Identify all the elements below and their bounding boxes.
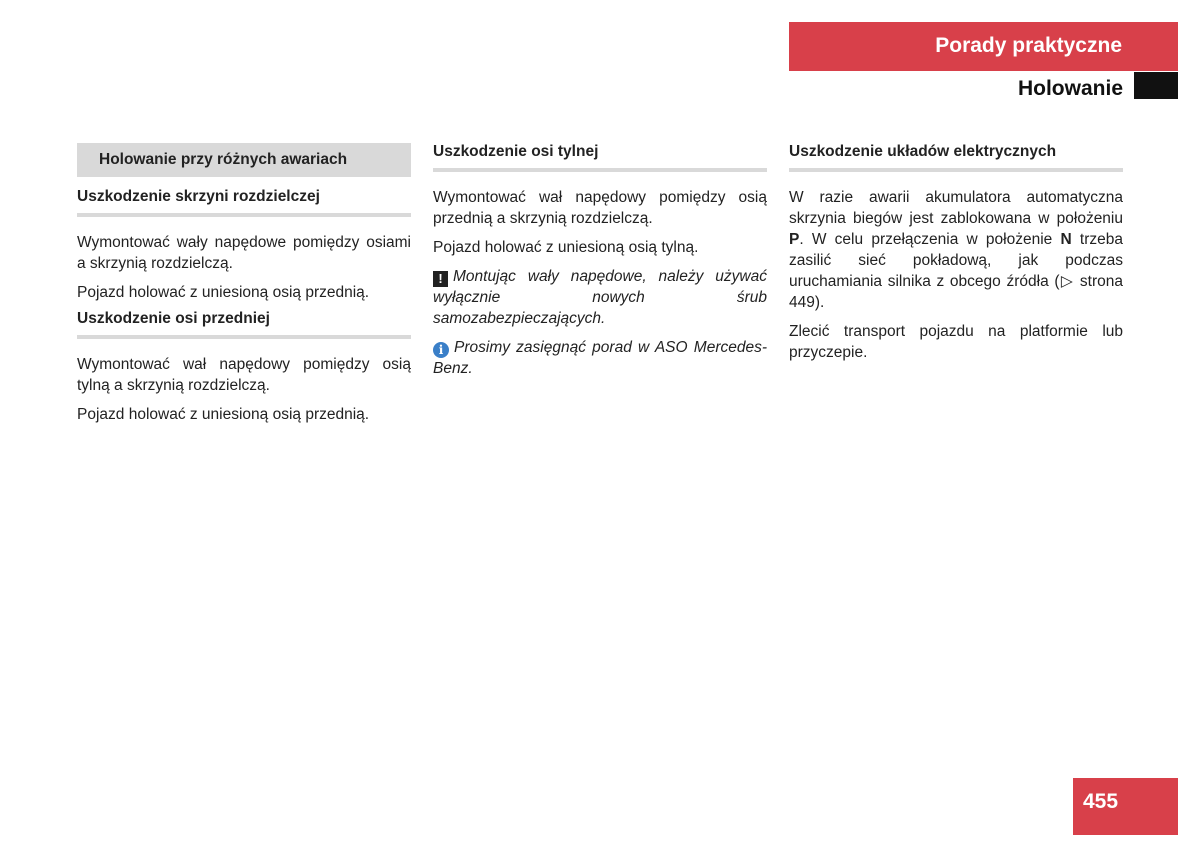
text-run: W razie awarii akumulatora automatyczna skrzynia biegów jest zablokowana w położeniu bbox=[789, 189, 1123, 227]
info-icon: i bbox=[433, 342, 449, 358]
chapter-title: Porady praktyczne bbox=[935, 34, 1122, 57]
warning-text: Montując wały napędowe, należy używać wyłącznie nowych śrub samozabezpieczających. bbox=[433, 268, 767, 327]
paragraph: Wymontować wały napędowe pomiędzy osiami a skrzynią rozdzielczą. bbox=[77, 234, 411, 272]
heading-transfer-case: Uszkodzenie skrzyni rozdzielczej bbox=[77, 185, 411, 217]
column-2 bbox=[433, 140, 767, 379]
chapter-title-bar bbox=[789, 22, 1178, 71]
heading-electrical: Uszkodzenie układów elektrycznych bbox=[789, 140, 1123, 172]
column-1 bbox=[77, 140, 411, 425]
page-number: 455 bbox=[1073, 778, 1178, 835]
topic-box-title: Holowanie przy różnych awariach bbox=[77, 143, 411, 177]
paragraph-electrical bbox=[789, 187, 1123, 313]
column-3 bbox=[789, 140, 1123, 363]
warning-note bbox=[433, 266, 767, 329]
info-note bbox=[433, 337, 767, 379]
text-run: . W celu przełączenia w położenie bbox=[799, 231, 1061, 248]
text-run: trzeba zasilić sieć pokładową, jak podczas uruchamiania silnika z obcego źródła ( bbox=[789, 231, 1123, 290]
gear-n-label: N bbox=[1060, 231, 1072, 248]
paragraph: Wymontować wał napędowy pomiędzy osią tylną a skrzynią rozdzielczą. bbox=[77, 356, 411, 394]
paragraph: Zlecić transport pojazdu na platformie lub przyczepie. bbox=[789, 323, 1123, 361]
section-title: Holowanie bbox=[1017, 77, 1123, 100]
paragraph: Pojazd holować z uniesioną osią przednią. bbox=[77, 406, 370, 423]
heading-rear-axle: Uszkodzenie osi tylnej bbox=[433, 140, 767, 172]
section-marker-block bbox=[1134, 72, 1178, 99]
text-run: strona 449). bbox=[789, 273, 1124, 311]
paragraph: Pojazd holować z uniesioną osią tylną. bbox=[433, 239, 699, 256]
warning-icon: ! bbox=[433, 271, 448, 287]
paragraph: Pojazd holować z uniesioną osią przednią. bbox=[77, 284, 370, 301]
paragraph: Wymontować wał napędowy pomiędzy osią przednią a skrzynią rozdzielczą. bbox=[433, 189, 767, 227]
info-text: Prosimy zasięgnąć porad w ASO Mercedes-Benz. bbox=[433, 339, 767, 377]
gear-p-label: P bbox=[789, 231, 800, 248]
heading-front-axle: Uszkodzenie osi przedniej bbox=[77, 307, 411, 339]
reference-arrow-icon: ▷ bbox=[1059, 273, 1075, 290]
